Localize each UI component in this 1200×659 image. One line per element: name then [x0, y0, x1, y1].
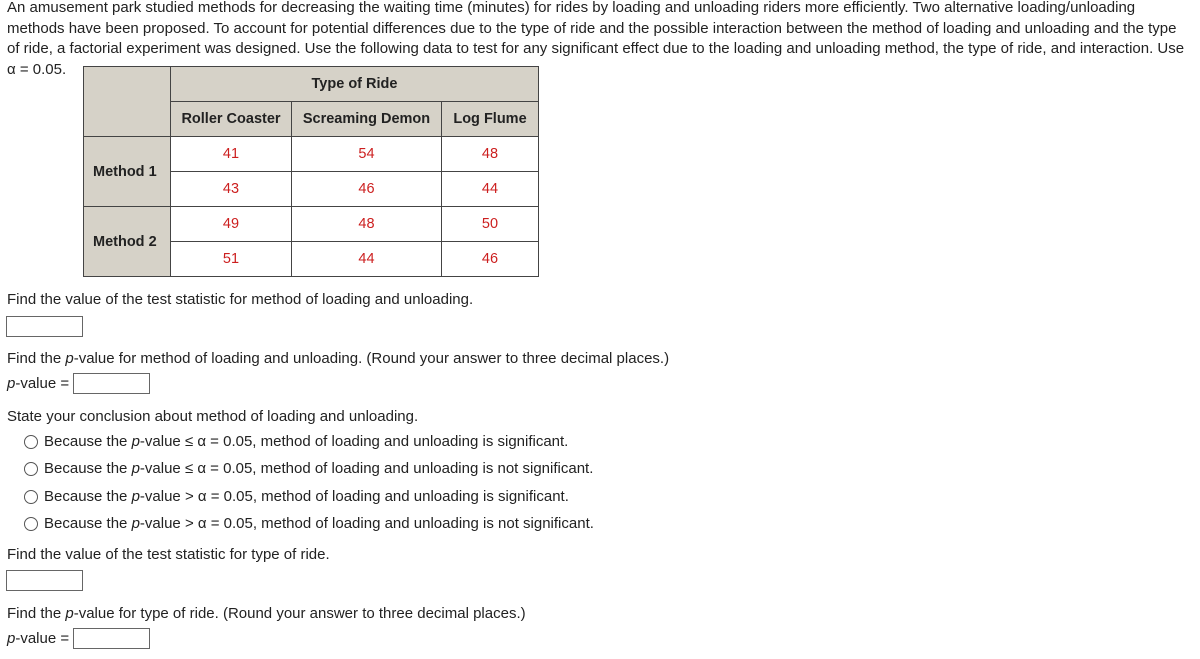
table-cell: 50 — [442, 207, 539, 242]
column-header-screaming-demon: Screaming Demon — [292, 102, 442, 137]
table-cell: 46 — [442, 242, 539, 277]
question-method-conclusion: State your conclusion about method of loading and unloading. — [7, 408, 419, 425]
question-method-test-statistic: Find the value of the test statistic for method of loading and unloading. — [7, 291, 474, 308]
radio-button[interactable] — [24, 462, 38, 476]
table-corner — [84, 67, 171, 137]
row-header-method-1: Method 1 — [84, 137, 171, 207]
column-header-log-flume: Log Flume — [442, 102, 539, 137]
table-cell: 41 — [171, 137, 292, 172]
pvalue-label-method: p-value = — [7, 375, 70, 392]
conclusion-option-4[interactable]: Because the p -value > α = 0.05, method of loading and unloading is not significant. — [24, 515, 594, 532]
radio-button[interactable] — [24, 490, 38, 504]
table-cell: 44 — [292, 242, 442, 277]
table-cell: 49 — [171, 207, 292, 242]
conclusion-option-2[interactable]: Because the p -value ≤ α = 0.05, method of loading and unloading is not significant. — [24, 460, 593, 477]
pvalue-label-ride: p-value = — [7, 630, 70, 647]
radio-button[interactable] — [24, 517, 38, 531]
radio-button[interactable] — [24, 435, 38, 449]
table-cell: 48 — [442, 137, 539, 172]
table-cell: 43 — [171, 172, 292, 207]
question-method-pvalue: Find the p-value for method of loading and unloading. (Round your answer to three decimal places.) — [7, 350, 670, 367]
question-ride-pvalue: Find the p-value for type of ride. (Round your answer to three decimal places.) — [7, 605, 526, 622]
table-cell: 44 — [442, 172, 539, 207]
row-header-method-2: Method 2 — [84, 207, 171, 277]
ride-pvalue-input[interactable] — [73, 628, 150, 649]
table-cell: 51 — [171, 242, 292, 277]
column-header-roller-coaster: Roller Coaster — [171, 102, 292, 137]
conclusion-option-3[interactable]: Because the p -value > α = 0.05, method of loading and unloading is significant. — [24, 488, 569, 505]
type-of-ride-header: Type of Ride — [171, 67, 539, 102]
method-pvalue-input[interactable] — [73, 373, 150, 394]
method-test-statistic-input[interactable] — [6, 316, 83, 337]
data-table — [83, 66, 539, 277]
table-cell: 46 — [292, 172, 442, 207]
table-cell: 48 — [292, 207, 442, 242]
problem-statement: An amusement park studied methods for decreasing the waiting time (minutes) for rides by loading and unloading riders more efficiently. Two alternative loading/unloading methods have been proposed. To account for potential differences due to the type of ride and the possible interaction between the method of loading and unloading and the type of ride, a factorial experiment was designed. Use the following data to test for any significant effect due to the loading and unloading method, the type of ride, and interaction. Use α = 0.05. — [7, 0, 1185, 78]
question-ride-test-statistic: Find the value of the test statistic for type of ride. — [7, 546, 330, 563]
table-cell: 54 — [292, 137, 442, 172]
ride-test-statistic-input[interactable] — [6, 570, 83, 591]
conclusion-option-1[interactable]: Because the p -value ≤ α = 0.05, method of loading and unloading is significant. — [24, 433, 568, 450]
